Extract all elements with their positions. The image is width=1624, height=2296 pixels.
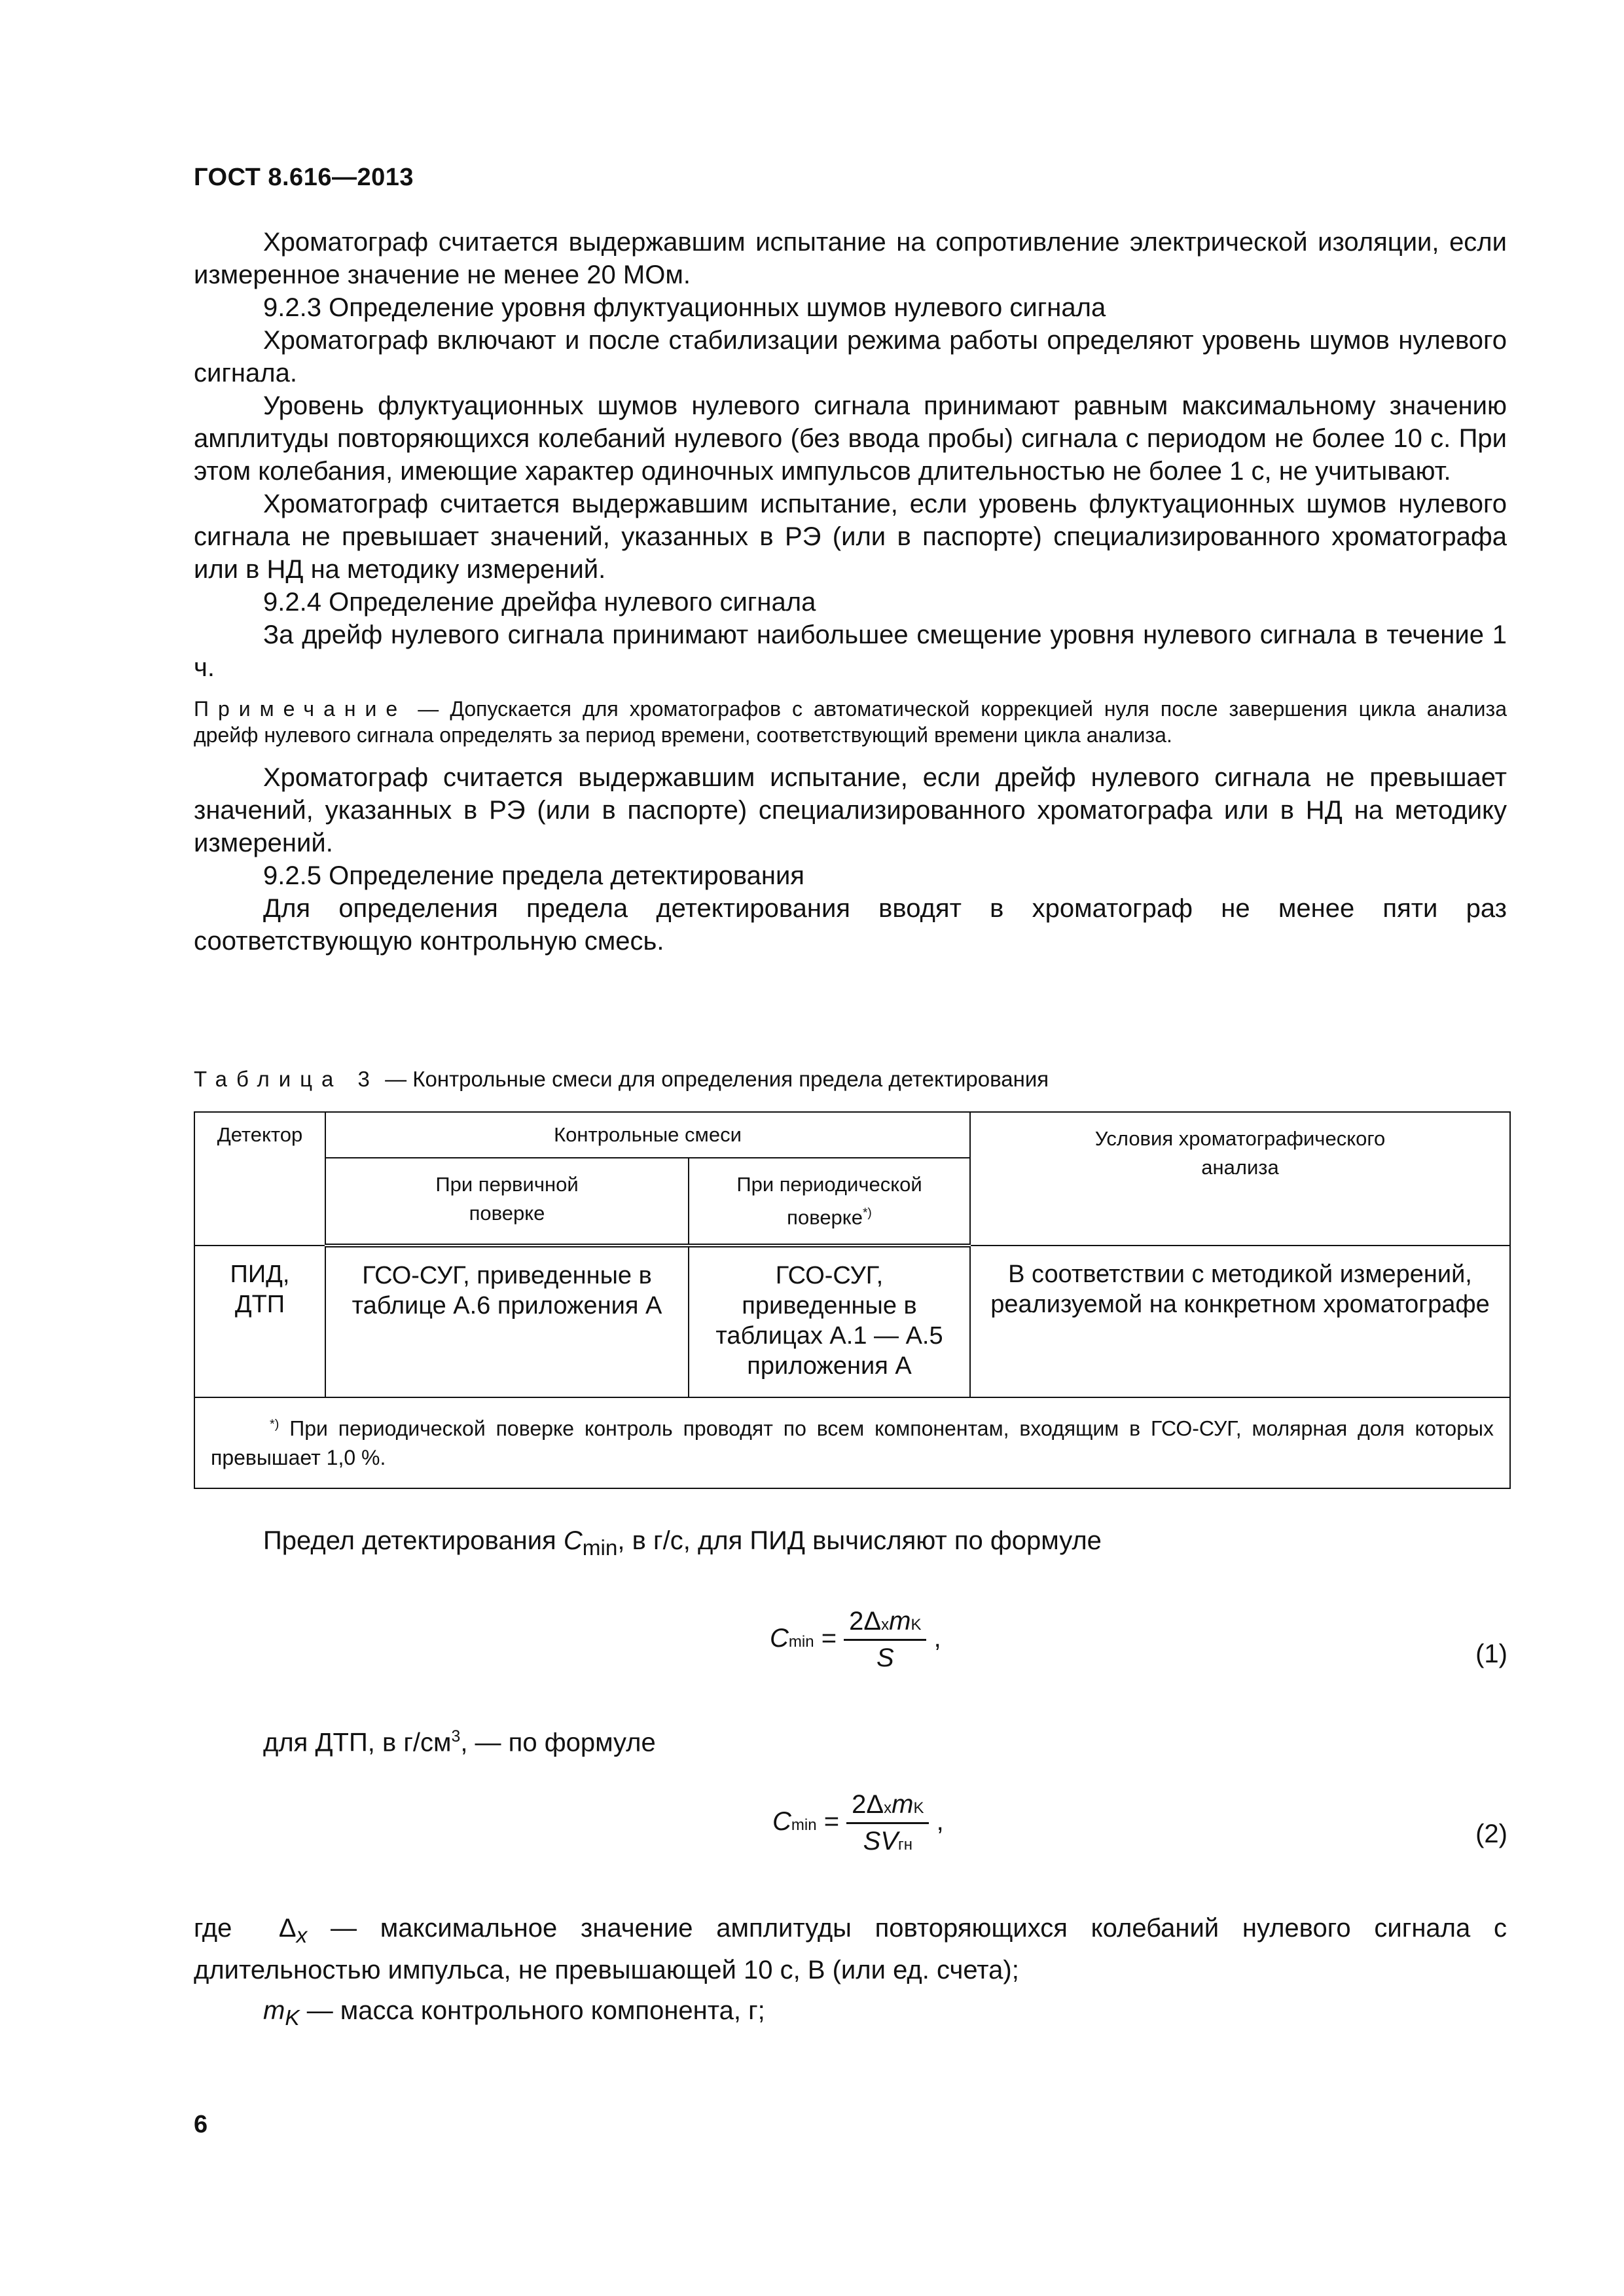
cell-periodic: ГСО-СУГ, приведенные в таблицах А.1 — А.5 приложения А — [689, 1246, 970, 1397]
note — [194, 696, 1507, 748]
sub-header-primary: При первичной поверке — [325, 1158, 689, 1246]
table-footnote-text: При периодической поверке контроль проводят по всем компонентам, входящим в ГСО-СУГ, молярная доля которых превышает 1,0 %. — [211, 1416, 1494, 1469]
col-header-mixtures: Контрольные смеси — [325, 1112, 970, 1158]
body-text — [194, 226, 1507, 958]
control-mixtures-table — [194, 1111, 1511, 1489]
footnote-marker: *) — [270, 1417, 280, 1432]
col-header-conditions: Условия хроматографического анализа — [970, 1112, 1510, 1246]
section-heading-9-2-4: 9.2.4 Определение дрейфа нулевого сигнала — [263, 588, 816, 617]
fraction: $\frac{\text{2ΔxmK}}{\text{SVгн}}$ — [846, 1790, 929, 1856]
cell-primary: ГСО-СУГ, приведенные в таблице А.6 приложения А — [325, 1246, 689, 1397]
note-text: — Допускается для хроматографов с автоматической коррекцией нуля после завершения цикла анализа дрейф нулевого сигнала определять за период времени, соответствующий времени цикла анализа. — [194, 697, 1507, 747]
section-heading-9-2-3: 9.2.3 Определение уровня флуктуационных шумов нулевого сигнала — [263, 293, 1106, 322]
paragraph: Для определения предела детектирования вводят в хроматограф не менее пяти раз соответствующую контрольную смесь. — [194, 894, 1507, 956]
where-clause: где $\Delta_x$ — максимальное значение амплитуды повторяющихся колебаний нулевого сигнала с длительностью импульса, не превышающей 10 с, В (или ед. счета); — [194, 1914, 1507, 1984]
formula-1: Cmin = $\frac{\text{2ΔxmK}}{S}$ , — [770, 1607, 941, 1672]
paragraph: Хроматограф считается выдержавшим испытание, если дрейф нулевого сигнала не превышает значений, указанных в РЭ (или в паспорте) специализированного хроматографа или в НД на методику измерений. — [194, 763, 1507, 857]
table-footnote — [194, 1397, 1510, 1488]
formula-intro: Предел детектирования $C_{min}$, в г/с, для ПИД вычисляют по формуле — [263, 1526, 1102, 1560]
sub-header-periodic-text: При периодической поверке — [736, 1173, 922, 1229]
standard-header: ГОСТ 8.616—2013 — [194, 164, 414, 191]
note-label: Примечание — [194, 697, 407, 721]
footnote-marker: *) — [862, 1206, 872, 1220]
symbol-c: C — [563, 1526, 583, 1555]
cell-conditions: В соответствии с методикой измерений, реализуемой на конкретном хроматографе — [970, 1246, 1510, 1397]
page-number: 6 — [194, 2111, 208, 2138]
fraction: $\frac{\text{2ΔxmK}}{S}$ — [844, 1607, 926, 1673]
paragraph: Уровень флуктуационных шумов нулевого сигнала принимают равным максимальному значению амплитуды повторяющихся колебаний нулевого (без ввода пробы) сигнала с периодом не более 10 с. При этом колебания, имеющие характер одиночных импульсов длительностью не более 1 с, не учитывают. — [194, 391, 1507, 486]
formula-2: Cmin = $\frac{\text{2ΔxmK}}{\text{SVгн}}$ , — [772, 1790, 944, 1856]
where-clause-2: $m_K$ — масса контрольного компонента, г; — [263, 1996, 765, 2030]
paragraph: Хроматограф включают и после стабилизации режима работы определяют уровень шумов нулевого сигнала. — [194, 326, 1507, 387]
paragraph: Хроматограф считается выдержавшим испытание на сопротивление электрической изоляции, если измеренное значение не менее 20 МОм. — [194, 228, 1507, 289]
symbol-delta: Δ — [278, 1914, 297, 1943]
section-heading-9-2-5: 9.2.5 Определение предела детектирования — [263, 861, 804, 890]
table-caption — [194, 1067, 1049, 1092]
equation-number-2: (2) — [1475, 1820, 1507, 1848]
table-caption-label: Таблица 3 — [194, 1067, 379, 1091]
table-caption-text: — Контрольные смеси для определения предела детектирования — [385, 1067, 1049, 1091]
cell-detector: ПИД, ДТП — [194, 1246, 325, 1397]
equation-number-1: (1) — [1475, 1640, 1507, 1668]
formula-2-intro: для ДТП, в $г/см^3$, — по формуле — [263, 1728, 656, 1757]
col-header-detector: Детектор — [194, 1112, 325, 1246]
paragraph: Хроматограф считается выдержавшим испытание, если уровень флуктуационных шумов нулевого сигнала не превышает значений, указанных в РЭ (или в паспорте) специализированного хроматографа или в НД на методику измерений. — [194, 490, 1507, 584]
sub-header-periodic — [689, 1158, 970, 1246]
paragraph: За дрейф нулевого сигнала принимают наибольшее смещение уровня нулевого сигнала в течение 1 ч. — [194, 620, 1507, 682]
